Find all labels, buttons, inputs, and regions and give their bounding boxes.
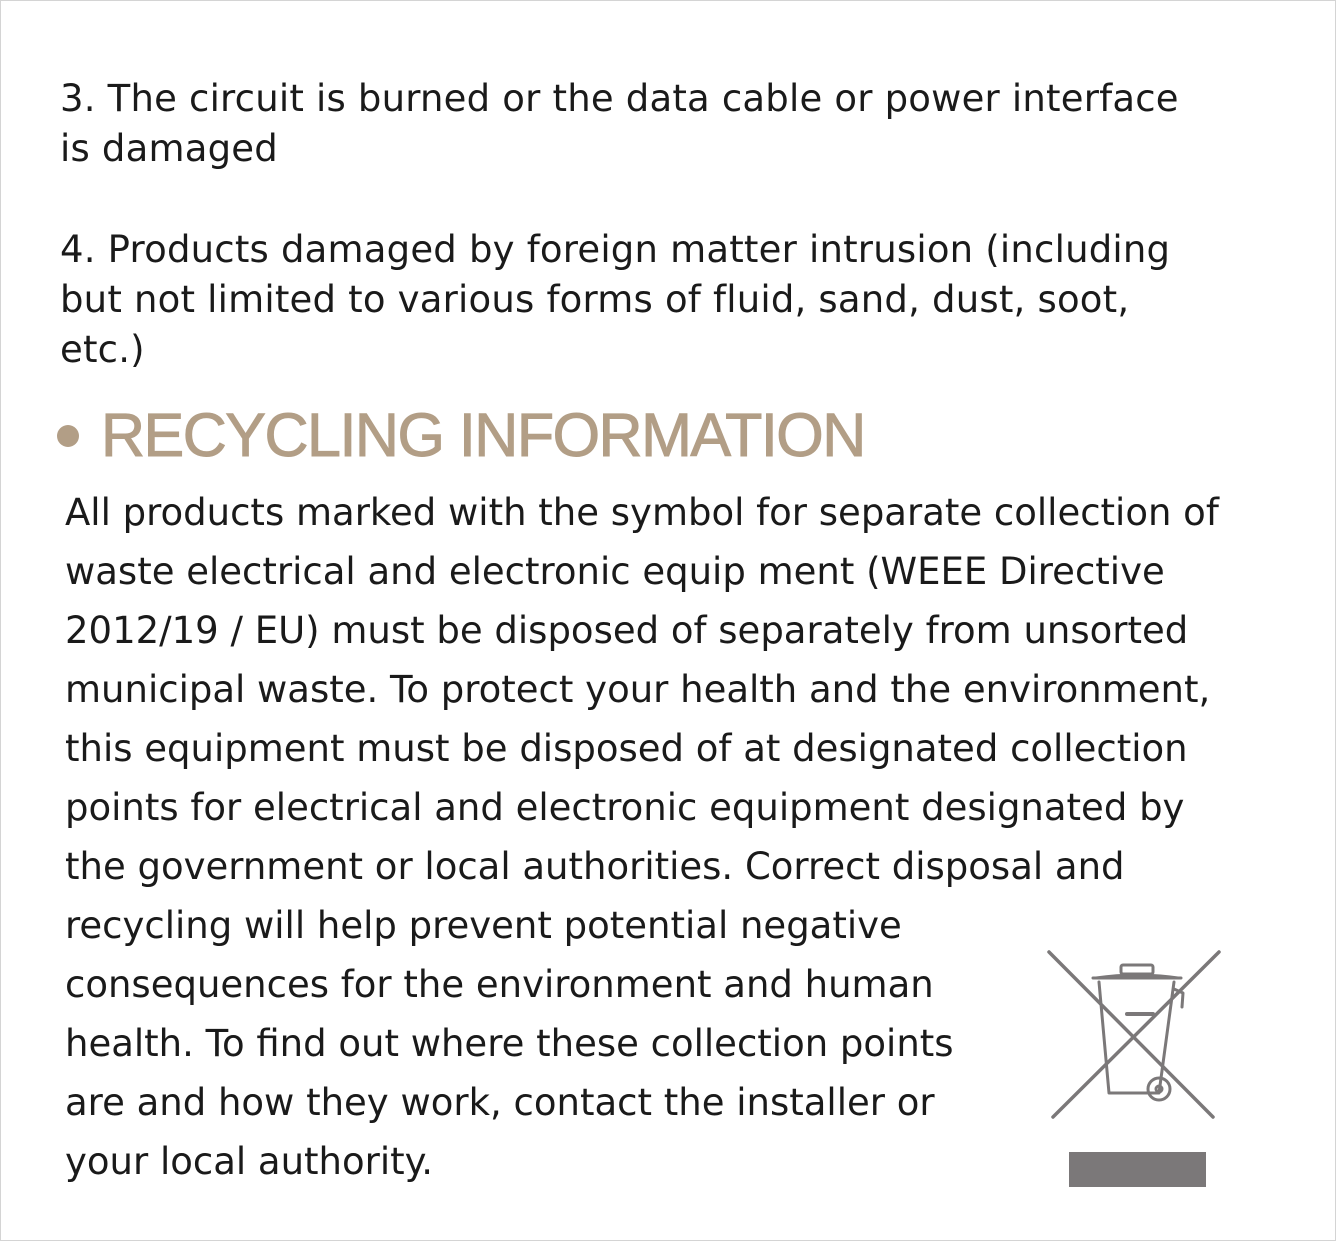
body-line: are and how they work, contact the installer or xyxy=(65,1081,935,1124)
warranty-exclusion-item-3 xyxy=(60,74,1260,174)
item-4-line-3: etc.) xyxy=(60,328,145,371)
bullet-dot-icon xyxy=(57,425,79,447)
body-line: this equipment must be disposed of at designated collection xyxy=(65,727,1188,770)
body-line: your local authority. xyxy=(65,1140,434,1183)
weee-underline-bar xyxy=(1069,1152,1206,1187)
crossed-out-wheelie-bin-icon xyxy=(1041,945,1225,1125)
warranty-exclusion-item-4 xyxy=(60,225,1260,375)
body-line: points for electrical and electronic equipment designated by xyxy=(65,786,1185,829)
body-line: recycling will help prevent potential negative xyxy=(65,904,902,947)
body-line: All products marked with the symbol for separate collection of xyxy=(65,491,1219,534)
body-line: waste electrical and electronic equip ment (WEEE Directive xyxy=(65,550,1165,593)
body-line: consequences for the environment and human xyxy=(65,963,934,1006)
body-line: health. To find out where these collection points xyxy=(65,1022,954,1065)
item-4-line-2: but not limited to various forms of fluid, sand, dust, soot, xyxy=(60,278,1130,321)
recycling-section-heading xyxy=(57,399,865,471)
body-line: the government or local authorities. Correct disposal and xyxy=(65,845,1125,888)
item-4-line-1: 4. Products damaged by foreign matter intrusion (including xyxy=(60,228,1171,271)
item-3-line-2: is damaged xyxy=(60,127,278,170)
item-3-line-1: 3. The circuit is burned or the data cable or power interface xyxy=(60,77,1179,120)
section-title: RECYCLING INFORMATION xyxy=(101,401,865,469)
body-line: 2012/19 / EU) must be disposed of separately from unsorted xyxy=(65,609,1189,652)
body-line: municipal waste. To protect your health and the environment, xyxy=(65,668,1211,711)
